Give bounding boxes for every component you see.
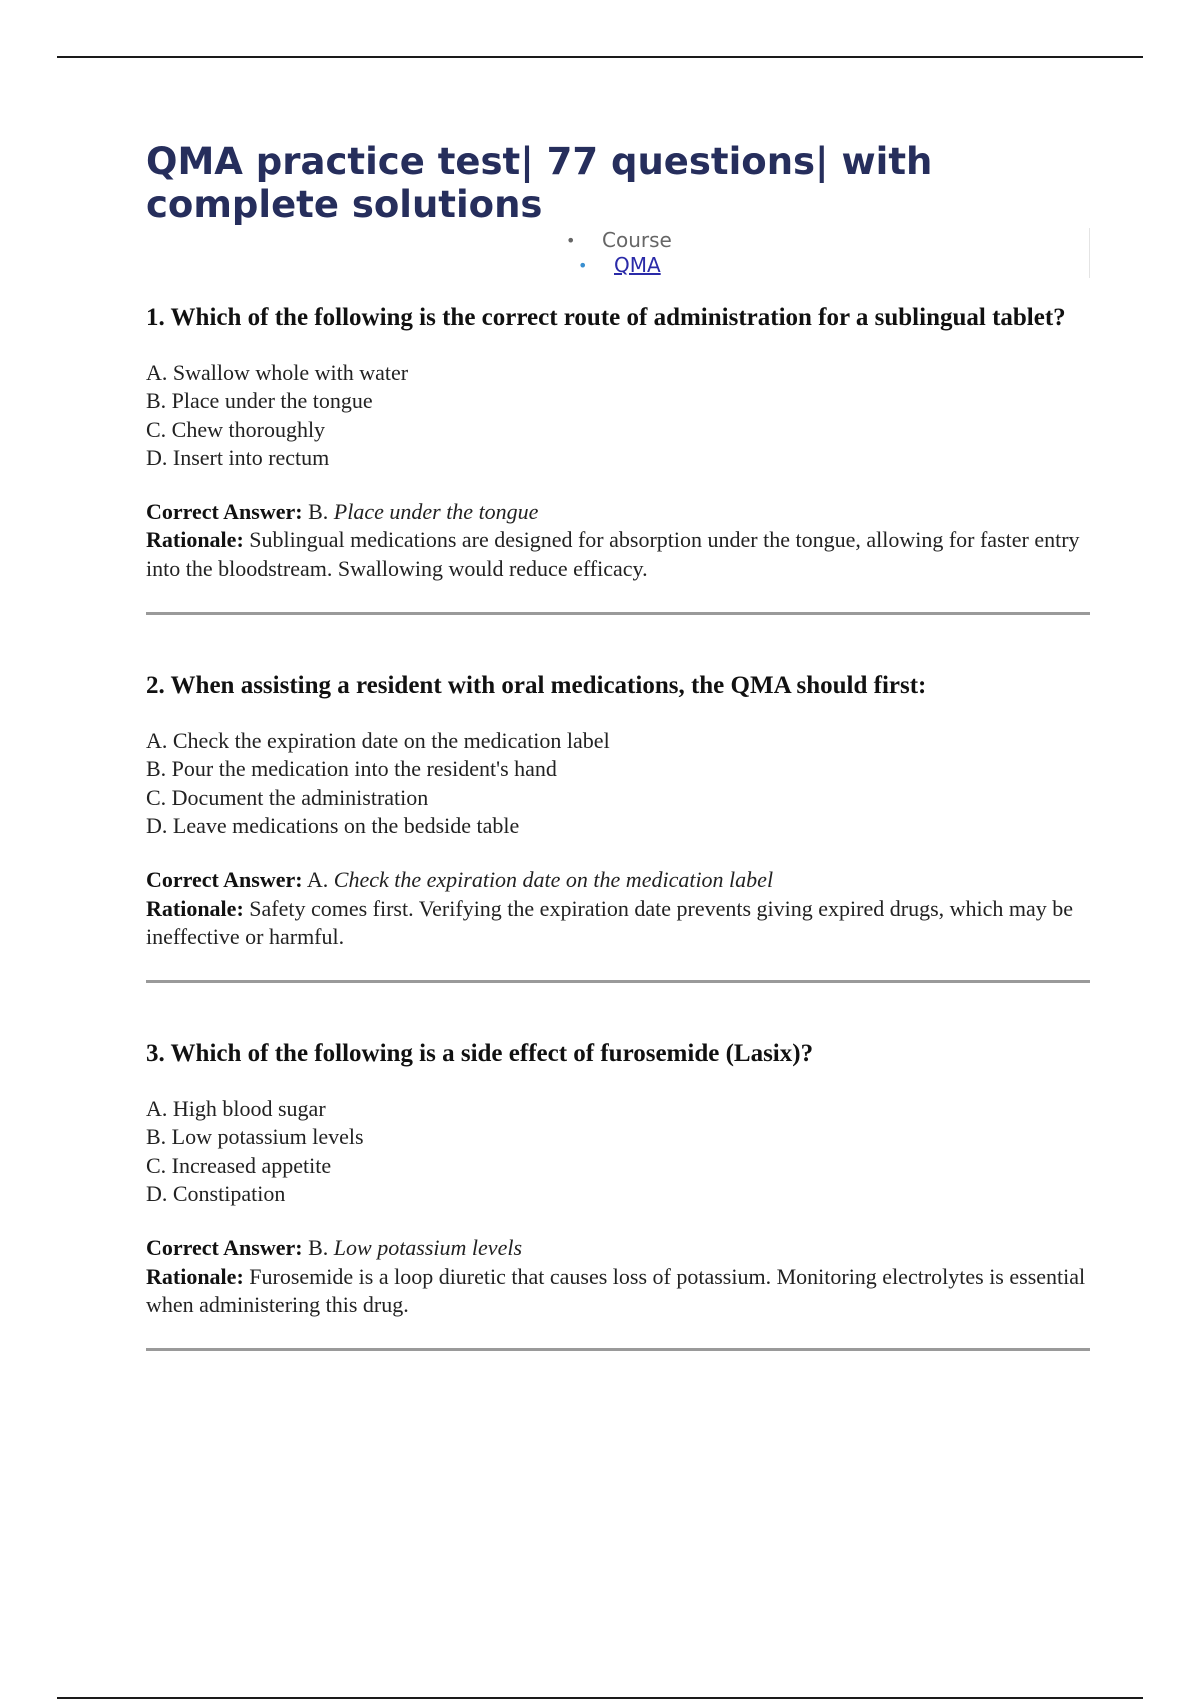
rationale-line	[146, 526, 1090, 583]
rationale-text: Furosemide is a loop diuretic that causes loss of potassium. Monitoring electrolytes is essential when administering this drug.	[146, 1263, 1086, 1317]
question-2	[146, 671, 1090, 983]
option-b: B. Pour the medication into the resident's hand	[146, 756, 557, 782]
document-title: QMA practice test| 77 questions| with complete solutions	[146, 140, 933, 226]
answer-block	[146, 498, 1090, 583]
answer-text: Low potassium levels	[333, 1235, 523, 1261]
answer-letter: B.	[308, 1235, 329, 1261]
answer-block	[146, 1234, 1090, 1319]
course-label: Course	[602, 228, 672, 252]
option-a: A. High blood sugar	[146, 1096, 326, 1122]
rationale-label: Rationale:	[146, 527, 244, 553]
rationale-text: Sublingual medications are designed for absorption under the tongue, allowing for faster entry into the bloodstream. Swallowing would reduce efficacy.	[146, 527, 1080, 581]
correct-answer-line	[146, 866, 1090, 894]
page-top-rule	[57, 56, 1143, 58]
option-c: C. Document the administration	[146, 784, 429, 810]
option-list	[146, 727, 1090, 840]
rationale-line	[146, 1263, 1090, 1320]
question-divider	[146, 980, 1090, 983]
course-link-item[interactable]	[578, 253, 684, 278]
rationale-line	[146, 895, 1090, 952]
question-title: 1. Which of the following is the correct route of administration for a sublingual tablet?	[146, 304, 1066, 331]
correct-answer-label: Correct Answer:	[146, 499, 303, 525]
course-link[interactable]: QMA	[614, 253, 661, 277]
course-meta	[146, 228, 1090, 278]
question-divider	[146, 1348, 1090, 1351]
option-a: A. Swallow whole with water	[146, 360, 409, 385]
question-1	[146, 303, 1090, 615]
correct-answer-label: Correct Answer:	[146, 1235, 303, 1261]
option-d: D. Leave medications on the bedside table	[146, 812, 520, 838]
rationale-label: Rationale:	[146, 1263, 244, 1289]
rationale-label: Rationale:	[146, 895, 244, 921]
answer-text: Place under the tongue	[333, 499, 539, 525]
rationale-text: Safety comes first. Verifying the expiration date prevents giving expired drugs, which may be ineffective or harmful.	[146, 895, 1074, 949]
option-b: B. Low potassium levels	[146, 1124, 364, 1150]
option-d: D. Constipation	[146, 1181, 286, 1207]
question-3	[146, 1039, 1090, 1351]
option-d: D. Insert into rectum	[146, 444, 330, 470]
correct-answer-label: Correct Answer:	[146, 867, 303, 893]
option-list	[146, 359, 1090, 472]
bullet-icon: •	[566, 231, 576, 250]
option-a: A. Check the expiration date on the medication label	[146, 728, 610, 754]
bullet-icon: •	[578, 256, 588, 275]
document-content	[146, 140, 1090, 1351]
answer-block	[146, 866, 1090, 951]
question-title: 2. When assisting a resident with oral medications, the QMA should first:	[146, 672, 927, 700]
course-meta-list	[566, 228, 672, 278]
answer-letter: B.	[308, 499, 329, 525]
question-divider	[146, 612, 1090, 615]
correct-answer-line	[146, 1234, 1090, 1262]
question-title: 3. Which of the following is a side effect of furosemide (Lasix)?	[146, 1040, 814, 1068]
option-c: C. Chew thoroughly	[146, 416, 326, 442]
correct-answer-line	[146, 498, 1090, 526]
course-label-item	[566, 228, 672, 253]
answer-text: Check the expiration date on the medication label	[333, 867, 774, 893]
page-bottom-rule	[57, 1697, 1143, 1699]
option-b: B. Place under the tongue	[146, 388, 373, 414]
option-c: C. Increased appetite	[146, 1152, 332, 1178]
option-list	[146, 1095, 1090, 1208]
answer-letter: A.	[306, 867, 329, 893]
